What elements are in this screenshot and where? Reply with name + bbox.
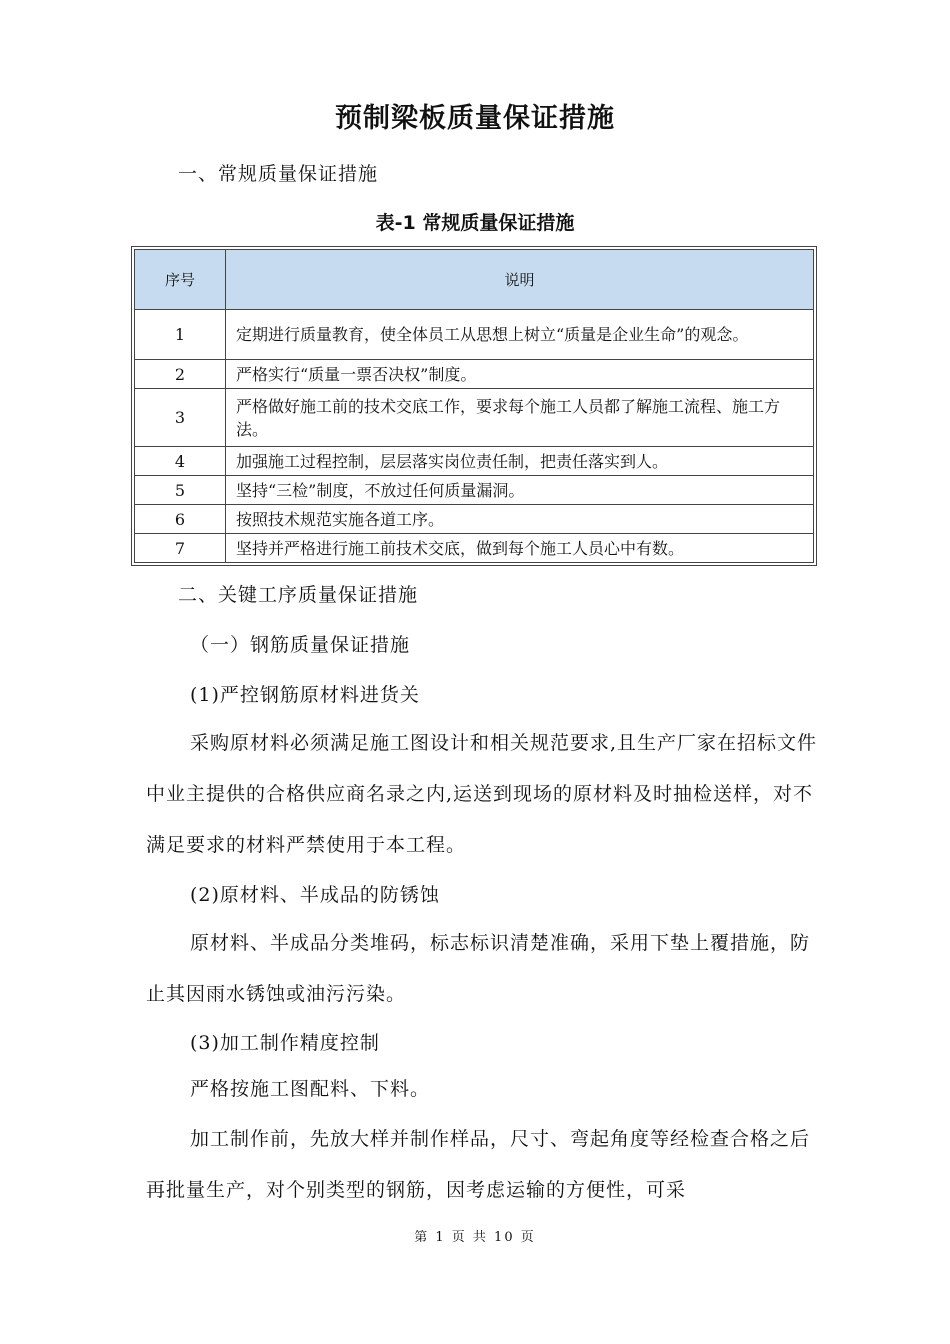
section-heading-1: 一、常规质量保证措施 — [178, 163, 379, 185]
row-number: 5 — [135, 476, 226, 505]
item-paragraph-2: 原材料、半成品分类堆码，标志标识清楚准确，采用下垫上覆措施，防止其因雨水锈蚀或油污污染。 — [146, 932, 811, 1005]
table-row — [135, 360, 814, 389]
item-paragraph-1: 采购原材料必须满足施工图设计和相关规范要求,且生产厂家在招标文件中业主提供的合格供应商名录之内,运送到现场的原材料及时抽检送样，对不满足要求的材料严禁使用于本工程。 — [146, 732, 818, 856]
item-heading-2: (2)原材料、半成品的防锈蚀 — [190, 884, 440, 906]
row-number: 6 — [135, 505, 226, 534]
measures-table — [131, 246, 817, 566]
document-title: 预制梁板质量保证措施 — [335, 103, 615, 134]
subsection-heading-1: （一）钢筋质量保证措施 — [190, 634, 411, 656]
row-text: 严格实行“质量一票否决权”制度。 — [226, 360, 814, 389]
row-text: 定期进行质量教育，使全体员工从思想上树立“质量是企业生命”的观念。 — [226, 310, 814, 360]
row-number: 7 — [135, 534, 226, 563]
row-text: 坚持“三检”制度，不放过任何质量漏洞。 — [226, 476, 814, 505]
table-header-description: 说明 — [226, 250, 814, 310]
row-text: 按照技术规范实施各道工序。 — [226, 505, 814, 534]
table-row — [135, 310, 814, 360]
row-number: 1 — [135, 310, 226, 360]
row-number: 2 — [135, 360, 226, 389]
row-text: 加强施工过程控制，层层落实岗位责任制，把责任落实到人。 — [226, 447, 814, 476]
table-row — [135, 476, 814, 505]
row-number: 3 — [135, 389, 226, 447]
item-paragraph-3a: 严格按施工图配料、下料。 — [190, 1078, 431, 1100]
row-text: 坚持并严格进行施工前技术交底，做到每个施工人员心中有数。 — [226, 534, 814, 563]
table-row — [135, 534, 814, 563]
table-header-number: 序号 — [135, 250, 226, 310]
table-row — [135, 447, 814, 476]
page-footer: 第 1 页 共 10 页 — [414, 1230, 536, 1245]
item-paragraph-3b: 加工制作前，先放大样并制作样品，尺寸、弯起角度等经检查合格之后再批量生产，对个别类型的钢筋，因考虑运输的方便性，可采 — [146, 1128, 811, 1201]
table-row — [135, 389, 814, 447]
item-heading-3: (3)加工制作精度控制 — [190, 1032, 380, 1054]
section-heading-2: 二、关键工序质量保证措施 — [178, 584, 419, 606]
table-row — [135, 505, 814, 534]
row-text: 严格做好施工前的技术交底工作，要求每个施工人员都了解施工流程、施工方法。 — [226, 389, 814, 447]
table-caption: 表-1 常规质量保证措施 — [375, 212, 575, 234]
item-heading-1: (1)严控钢筋原材料进货关 — [190, 684, 420, 706]
row-number: 4 — [135, 447, 226, 476]
